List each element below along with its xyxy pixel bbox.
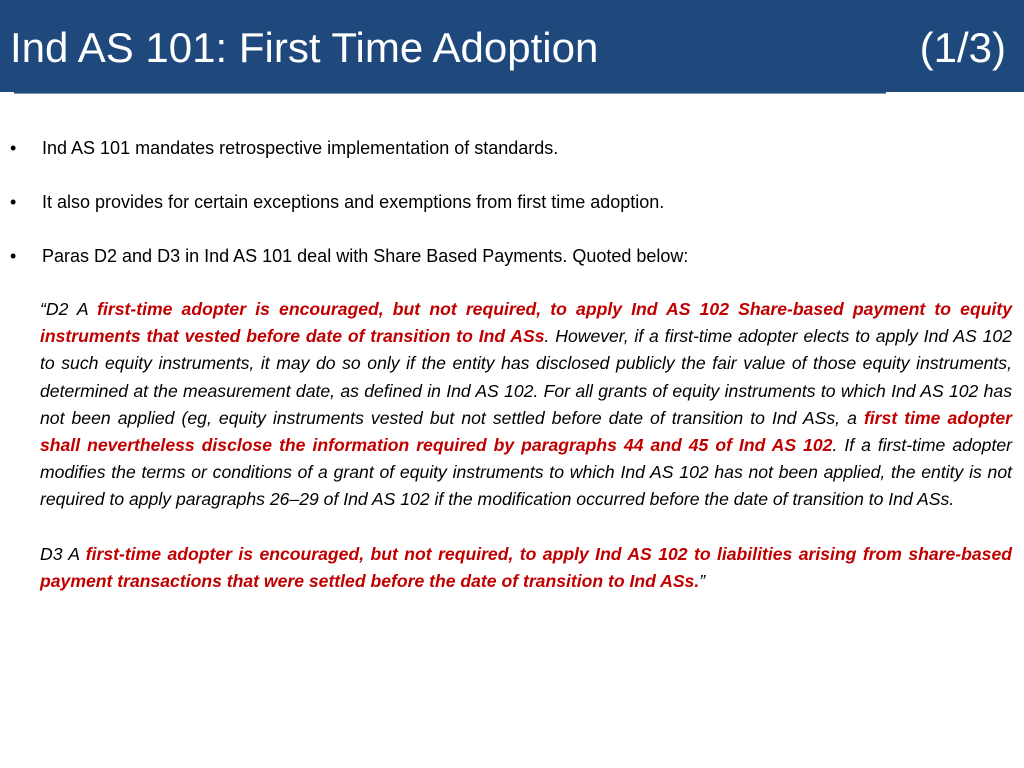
bullet-text: It also provides for certain exceptions and exemptions from first time adoption. xyxy=(42,192,665,212)
bullet-text: Ind AS 101 mandates retrospective implementation of standards. xyxy=(42,138,559,158)
d3-close-quote: ” xyxy=(699,570,706,591)
d2-emphasis-1: first-time adopter is encouraged, but not required, to apply Ind AS 102 Share-based payment to equity instruments that vested before date of transition to Ind ASs xyxy=(40,299,1012,347)
d3-emphasis: first-time adopter is encouraged, but not required, to apply Ind AS 102 to liabilities arising from share-based payment transactions that were settled before the date of transition to Ind ASs. xyxy=(40,543,1012,591)
paragraph-gap xyxy=(40,514,1012,541)
d2-body-2: . If a first-time adopter modifies the terms or conditions of a grant of equity instruments to which Ind AS 102 has not been applied, the entity is not required to apply paragraphs 26–29 of Ind AS 102 if the modification occurred before the date of transition to Ind ASs. xyxy=(40,435,1012,510)
slide-page-indicator: (1/3) xyxy=(919,24,1006,71)
d2-body-1: . However, if a first-time adopter elects to apply Ind AS 102 to such equity instruments, it may do so only if the entity has disclosed publicly the fair value of those equity instruments, determined at the measurement date, as defined in Ind AS 102. For all grants of equity instruments to which Ind AS 102 has not been applied (eg, equity instruments vested but not settled before date of transition to Ind ASs, a xyxy=(40,326,1012,428)
para-d2 xyxy=(40,296,1012,514)
title-underline xyxy=(14,90,886,94)
d2-emphasis-2: first time adopter shall nevertheless disclose the information required by paragraphs 44 and 45 of Ind AS 102 xyxy=(40,407,1012,456)
bullet-text: Paras D2 and D3 in Ind AS 101 deal with Share Based Payments. Quoted below: xyxy=(42,246,689,266)
slide-title: Ind AS 101: First Time Adoption xyxy=(10,24,599,71)
para-d3 xyxy=(40,541,1012,595)
d3-lead: D3 A xyxy=(40,543,86,564)
bullet-icon: • xyxy=(10,192,17,212)
d2-lead: “D2 A xyxy=(40,299,98,319)
bullet-icon: • xyxy=(10,138,17,158)
bullet-icon: • xyxy=(10,246,17,266)
quoted-paragraphs xyxy=(40,296,1012,595)
